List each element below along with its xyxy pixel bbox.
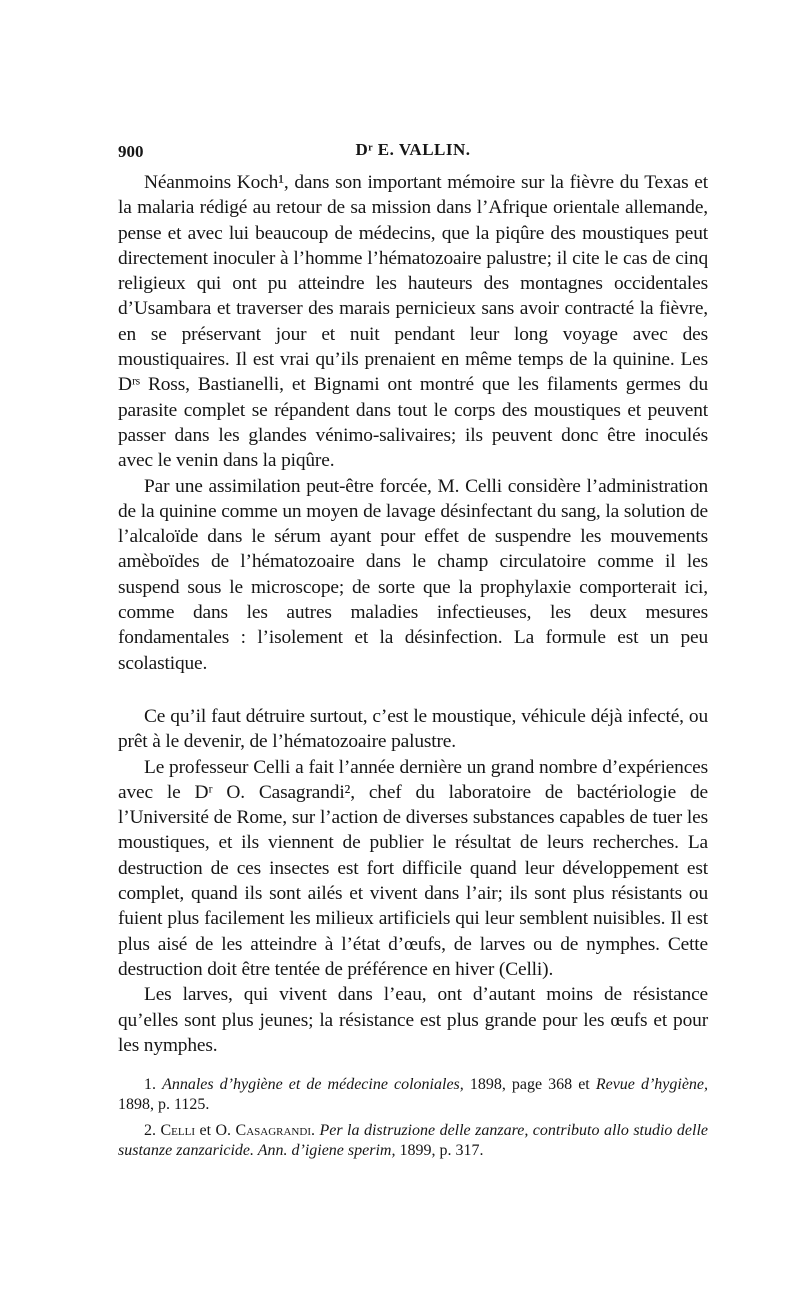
footnote-1: [118, 1075, 708, 1115]
paragraph-destroy-mosquito: Ce qu’il faut détruire surtout, c’est le moustique, véhicule déjà infecté, ou prêt à le devenir, de l’hématozoaire palustre.: [118, 705, 708, 753]
footnote-2-separator: .: [310, 1122, 320, 1140]
footnote-1-journal-1: Annales d’hygiène et de médecine coloniales,: [162, 1076, 464, 1094]
footnote-2-end: 1899, p. 317.: [395, 1142, 484, 1160]
footnote-1-citation: 1898, page 368 et: [463, 1076, 596, 1094]
footnote-2-author-1: Celli: [160, 1122, 195, 1140]
footnote-1-end: 1898, p. 1125.: [118, 1096, 210, 1114]
paragraph-celli-quinine: Par une assimilation peut-être forcée, M. Celli considère l’administration de la quinine comme un moyen de lavage désinfectant du sang, la solution de l’alcaloïde dans le sérum ayant pour effet de suspendre les mouvements amèboïdes de l’hématozoaire dans le champ circulatoire comme il les suspend sous le microscope; de sorte que la prophylaxie comporterait ici, comme dans les autres maladies infectieuses, les deux mesures fondamentales : l’isolement et la désinfection. La formule est un peu scolastique.: [118, 475, 708, 674]
footnote-1-number: 1.: [144, 1076, 156, 1094]
footnote-2-number: 2.: [144, 1122, 156, 1140]
page-number: 900: [118, 142, 144, 161]
body-text: [118, 170, 708, 1058]
paragraph-experiments: Le professeur Celli a fait l’année dernière un grand nombre d’expériences avec le Dʳ O. Casagrandi², chef du laboratoire de bactériologie de l’Université de Rome, sur l’action de diverses substances capables de tuer les moustiques, et ils viennent de publier le résultat de leurs recherches. La destruction de ces insectes est fort difficile quand leur développement est complet, quand ils sont ailés et vivent dans l’air; ils sont plus résistants ou fuient plus facilement les milieux artificiels qui leur semblent nuisibles. Il est plus aisé de les atteindre à l’état d’œufs, de larves ou de nymphes. Cette destruction doit être tentée de préférence en hiver (Celli).: [118, 756, 708, 980]
running-head: [118, 140, 708, 170]
running-title: Dʳ E. VALLIN.: [355, 140, 471, 159]
paragraph-koch: Néanmoins Koch¹, dans son important mémoire sur la fièvre du Texas et la malaria rédigé au retour de sa mission dans l’Afrique orientale allemande, pense et avec lui beaucoup de médecins, que la piqûre des moustiques peut directement inoculer à l’homme l’hématozoaire palustre; il cite le cas de cinq religieux qui ont pu atteindre les hauteurs des montagnes occidentales d’Usambara et traverser des marais pernicieux sans avoir contracté la fièvre, en se préservant jour et nuit pendant leur long voyage avec des moustiquaires. Il est vrai qu’ils prenaient en même temps de la quinine. Les Dʳˢ Ross, Bastianelli, et Bignami ont montré que les filaments germes du parasite complet se répandent dans tout le corps des moustiques et peuvent passer dans les glandes vénimo-salivaires; ils peuvent donc être inoculés avec le venin dans la piqûre.: [118, 172, 708, 472]
footnote-2-author-2: Casagrandi: [235, 1122, 311, 1140]
section-gap: [118, 676, 708, 703]
footnotes: [118, 1075, 708, 1161]
footnote-2-title: Per la distruzione delle zanzare, contributo allo studio delle sustanze zanzaricide. Ann. d’igiene sperim,: [118, 1122, 709, 1160]
book-page: [118, 140, 708, 1167]
paragraph-group-mosquito: [118, 704, 708, 1058]
footnote-2: [118, 1121, 708, 1161]
paragraph-larvae: Les larves, qui vivent dans l’eau, ont d’autant moins de résistance qu’elles sont plus jeunes; la résistance est plus grande pour les œufs et pour les nymphes.: [118, 984, 708, 1056]
footnote-2-connector: et O.: [194, 1122, 236, 1140]
footnote-1-journal-2: Revue d’hygiène,: [595, 1076, 709, 1094]
